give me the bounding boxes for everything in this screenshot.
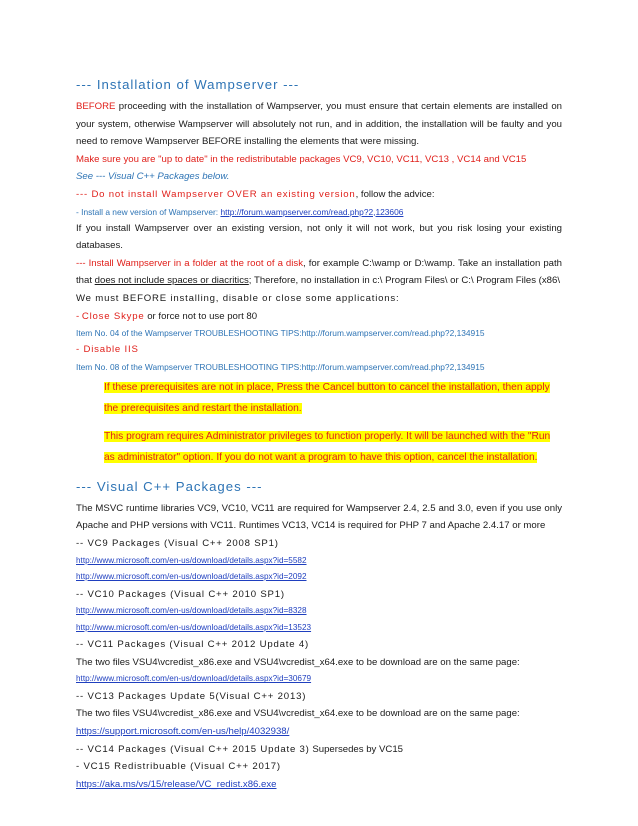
root-paragraph [76, 255, 562, 290]
close-dash: - [76, 310, 82, 322]
vc14-supersedes: Supersedes by VC15 [309, 743, 404, 755]
see-line: See --- Visual C++ Packages below. [76, 171, 230, 183]
disable-iis-line: - Disable IIS [76, 344, 139, 356]
highlight-block [104, 377, 562, 468]
vc10-link-2[interactable]: http://www.microsoft.com/en-us/download/details.aspx?id=13523 [76, 622, 312, 632]
vc15-link[interactable]: https://aka.ms/vs/15/release/VC_redist.x86.exe [76, 778, 277, 790]
root-rest-1: , for example C:\wamp or D:\wamp. Take an installation path that [76, 257, 562, 287]
highlight-1: If these prerequisites are not in place, Press the Cancel button to cancel the installation, then apply the prerequisites and restart the installation. [104, 381, 550, 414]
close-skype-line [76, 308, 562, 326]
vc10-link-1[interactable]: http://www.microsoft.com/en-us/download/details.aspx?id=8328 [76, 606, 307, 616]
close-skype: Close Skype [81, 310, 145, 322]
highlight-1-paragraph [104, 377, 562, 419]
highlight-2-paragraph [104, 426, 562, 468]
no-over-rest: , follow the advice: [355, 188, 435, 200]
before-word: BEFORE [76, 101, 116, 112]
vc14-line [76, 741, 562, 759]
vc13-text: The two files VSU4\vcredist_x86.exe and VSU4\vcredist_x64.exe to be download are on the same page: [76, 708, 520, 720]
vc15-title: - VC15 Redistribuable (Visual C++ 2017) [76, 761, 281, 773]
install-new-link[interactable]: http://forum.wampserver.com/read.php?2,123606 [220, 206, 404, 217]
install-new-line [76, 204, 562, 220]
section-heading-visual-cpp: --- Visual C++ Packages --- [76, 478, 263, 494]
install-new-text: - Install a new version of Wampserver: [76, 206, 221, 217]
item04-line: Item No. 04 of the Wampserver TROUBLESHOOTING TIPS:http://forum.wampserver.com/read.php?2,134915 [76, 328, 485, 339]
vc13-link[interactable]: https://support.microsoft.com/en-us/help/4032938/ [76, 725, 290, 737]
vc11-title: -- VC11 Packages (Visual C++ 2012 Update 4) [76, 639, 309, 651]
no-over-line [76, 186, 562, 204]
vc11-link[interactable]: http://www.microsoft.com/en-us/download/details.aspx?id=30679 [76, 674, 312, 684]
no-over-warning: --- Do not install Wampserver OVER an existing version [76, 188, 356, 200]
close-rest: or force not to use port 80 [144, 310, 258, 322]
vc13-title: -- VC13 Packages Update 5(Visual C++ 2013) [76, 690, 307, 702]
item08-line: Item No. 08 of the Wampserver TROUBLESHOOTING TIPS:http://forum.wampserver.com/read.php?2,134915 [76, 361, 485, 372]
highlight-spacer [104, 419, 562, 426]
section-heading-installation: --- Installation of Wampserver --- [76, 77, 300, 92]
vc14-title: -- VC14 Packages (Visual C++ 2015 Update 3) [76, 743, 310, 755]
root-rest-2: ; Therefore, no installation in c:\ Program Files\ or C:\ Program Files (x86\ [248, 275, 560, 287]
document-page [76, 70, 562, 793]
vc10-title: -- VC10 Packages (Visual C++ 2010 SP1) [76, 588, 285, 600]
before-rest: proceeding with the installation of Wampserver, you must ensure that certain elements are installed on your system, otherwise Wampserver will absolutely not run, and in addition, the installation will be faulty and you need to remove Wampserver BEFORE installing the elements that were missing. [76, 101, 562, 148]
before-paragraph [76, 98, 562, 151]
root-underline: does not include spaces or diacritics [94, 275, 249, 287]
vc9-title: -- VC9 Packages (Visual C++ 2008 SP1) [76, 537, 279, 549]
root-warning: --- Install Wampserver in a folder at the root of a disk [76, 257, 303, 269]
must-before-line: We must BEFORE installing, disable or close some applications: [76, 292, 400, 304]
vc9-link-2[interactable]: http://www.microsoft.com/en-us/download/details.aspx?id=2092 [76, 572, 307, 581]
msvc-intro: The MSVC runtime libraries VC9, VC10, VC11 are required for Wampserver 2.4, 2.5 and 3.0, even if you use only Apache and PHP versions with VC11. Runtimes VC13, VC14 is required for PHP 7 and Apache 2.4.17 or more [76, 502, 562, 532]
highlight-2: This program requires Administrator privileges to function properly. It will be launched with the "Run as administrator" option. If you do not want a program to have this option, cancel the installation. [104, 430, 551, 463]
vc9-link-1[interactable]: http://www.microsoft.com/en-us/download/details.aspx?id=5582 [76, 555, 307, 565]
vc11-text: The two files VSU4\vcredist_x86.exe and VSU4\vcredist_x64.exe to be download are on the same page: [76, 656, 520, 668]
risk-paragraph: If you install Wampserver over an existing version, not only it will not work, but you risk losing your existing databases. [76, 222, 562, 252]
uptodate-line: Make sure you are "up to date" in the redistributable packages VC9, VC10, VC11, VC13 , VC14 and VC15 [76, 153, 527, 165]
